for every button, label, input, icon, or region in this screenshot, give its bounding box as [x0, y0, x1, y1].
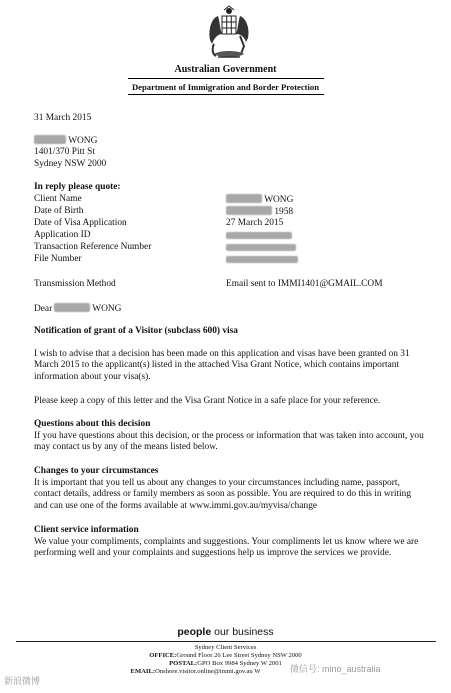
transmission-value: Email sent to IMMI1401@GMAIL.COM [226, 279, 383, 289]
body-paragraph: It is important that you tell us about any changes to your circumstances including name, passport, contact details, address or family members as soon as possible. You are required to do this in writing and can use one of the forms available at www.immi.gov.au/myvisa/change [34, 478, 412, 511]
header-divider [128, 78, 324, 79]
recipient-street: 1401/370 Pitt St [34, 147, 95, 157]
redaction [226, 194, 262, 203]
footer-office: OFFICE:Ground Floor 26 Lee Street Sydney NSW 2000 [149, 652, 302, 659]
recipient-city: Sydney NSW 2000 [34, 159, 107, 169]
redaction [226, 256, 298, 263]
field-label: Client Name [34, 194, 82, 204]
watermark-left: 新浪微博 [4, 676, 41, 686]
section-heading-questions: Questions about this decision [34, 419, 151, 429]
department-title: Department of Immigration and Border Protection [131, 82, 320, 92]
field-label: Date of Visa Application [34, 218, 127, 228]
redaction [34, 135, 66, 144]
coat-of-arms-icon [206, 4, 252, 62]
redaction [226, 244, 296, 251]
field-value-application-date: 27 March 2015 [226, 218, 284, 228]
field-label: Transaction Reference Number [34, 242, 152, 252]
field-label: Application ID [34, 230, 91, 240]
letter-date: 31 March 2015 [34, 113, 92, 123]
salutation: Dear WONG [34, 304, 122, 314]
footer-divider [16, 641, 436, 642]
field-label: File Number [34, 254, 82, 264]
field-label: Date of Birth [34, 206, 84, 216]
quote-heading: In reply please quote: [34, 182, 121, 192]
body-paragraph: If you have questions about this decision, or the process or information that was taken into account, you may contact us by any of the means listed below. [34, 431, 424, 453]
redaction [54, 303, 90, 312]
field-value-client-name: WONG [226, 194, 293, 206]
redaction [226, 232, 292, 239]
field-value-date-of-birth: 1958 [226, 206, 293, 218]
section-heading-changes: Changes to your circumstances [34, 466, 159, 476]
body-paragraph: Please keep a copy of this letter and the Visa Grant Notice in a safe place for your reference. [34, 396, 381, 406]
footer-postal: POSTAL:GPO Box 9984 Sydney W 2001 [169, 660, 282, 667]
watermark-right: 微信号: mino_australia [290, 664, 381, 674]
footer-email: EMAIL:Onshore.visitor.online@immi.gov.au W [130, 668, 261, 675]
header-divider [128, 94, 324, 95]
letter-subject: Notification of grant of a Visitor (subclass 600) visa [34, 326, 238, 336]
field-value-transaction-ref [226, 243, 296, 254]
government-title: Australian Government [174, 64, 277, 75]
recipient-name [34, 135, 97, 147]
section-heading-service: Client service information [34, 525, 139, 535]
footer-tagline: people our business [177, 626, 274, 638]
footer-office-name: Sydney Client Services [194, 644, 257, 651]
redaction [226, 206, 272, 215]
body-paragraph: I wish to advise that a decision has been made on this application and visas have been granted on 31 March 2015 to the applicant(s) listed in the attached Visa Grant Notice, which contains important information about your visa(s). [34, 349, 410, 382]
field-value-file-number [226, 255, 298, 266]
recipient-surname: WONG [68, 136, 98, 146]
body-paragraph: We value your compliments, complaints and suggestions. Your compliments let us know where we are performing well and your complaints and suggestions help us improve the services we provide. [34, 537, 419, 559]
field-value-application-id [226, 231, 292, 242]
transmission-label: Transmission Method [34, 279, 116, 289]
